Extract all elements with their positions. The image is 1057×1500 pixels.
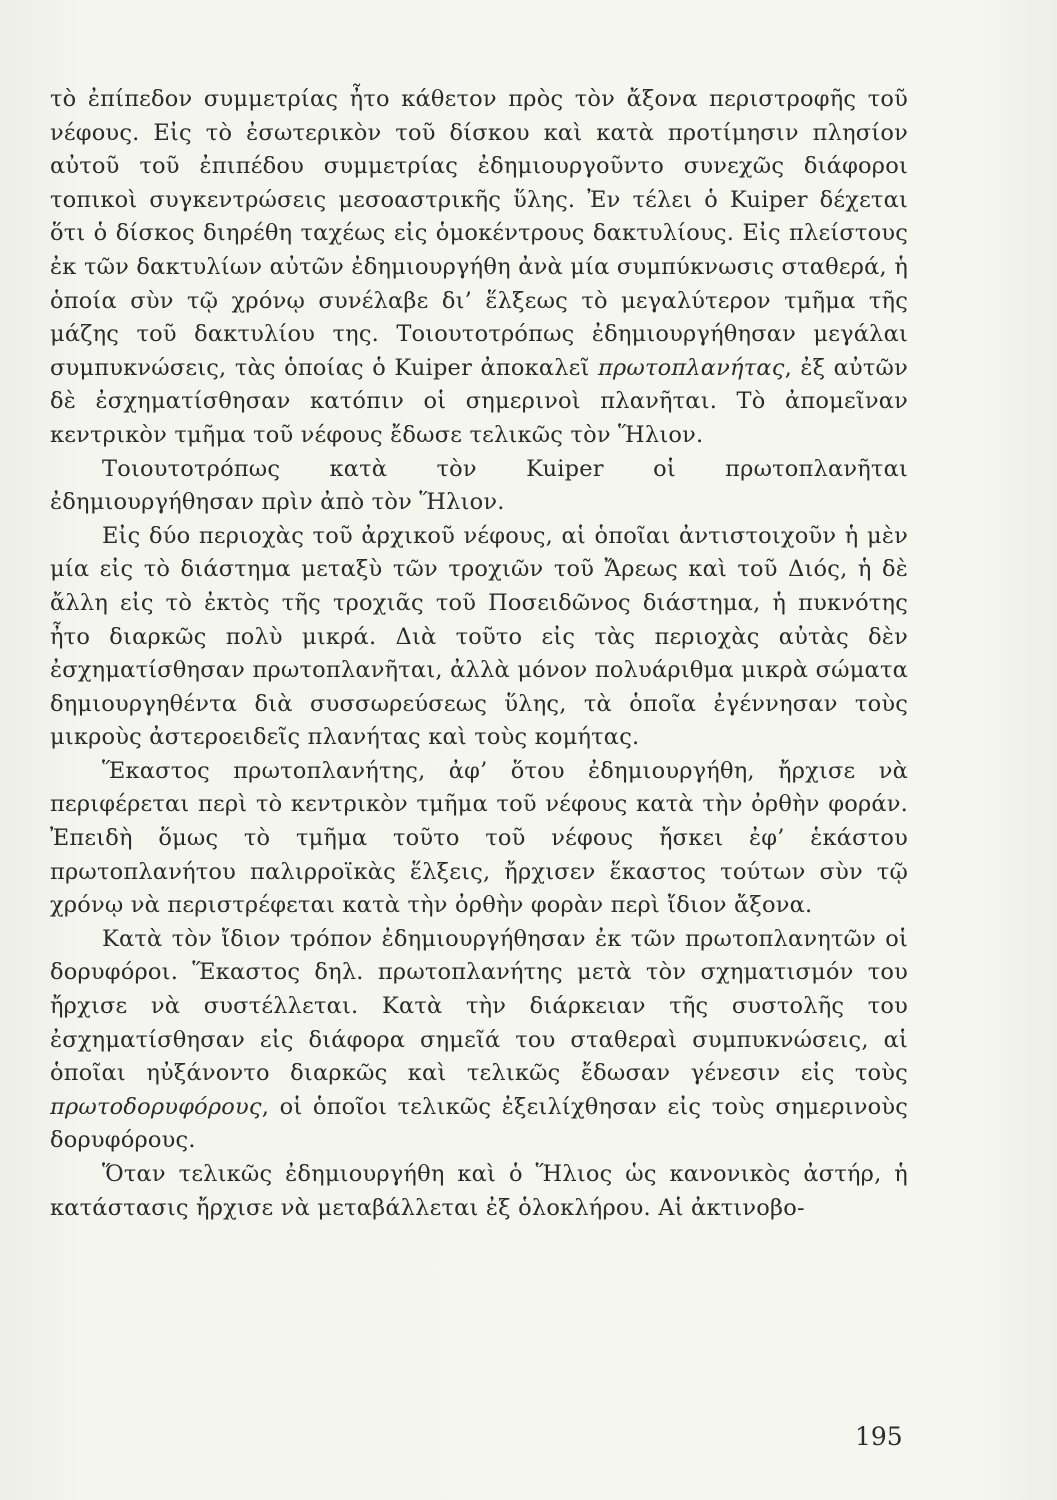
paragraph-text: Εἰς δύο περιοχὰς τοῦ ἀρχικοῦ νέφους, αἱ ὁποῖαι ἀντιστοιχοῦν ἡ μὲν μία εἰς τὸ διάστημα μεταξὺ τῶν τροχιῶν τοῦ Ἄρεως καὶ τοῦ Διός, ἡ δὲ ἄλλη εἰς τὸ ἐκτὸς τῆς τροχιᾶς τοῦ Ποσειδῶνος διάστημα, ἡ πυκνότης ἦτο διαρκῶς πολὺ μικρά. Διὰ τοῦτο εἰς τὰς περιοχὰς αὐτὰς δὲν ἐσχηματίσθησαν πρωτοπλανῆται, ἀλλὰ μόνον πολυάριθμα μικρὰ σώματα δημιουργηθέντα διὰ συσσωρεύσεως ὕλης, τὰ ὁποῖα ἐγέννησαν τοὺς μικροὺς ἀστεροειδεῖς πλανήτας καὶ τοὺς κομήτας.: [50, 522, 908, 751]
paragraph-text: , ἐξ αὐτῶν δὲ ἐσχηματίσθησαν κατόπιν οἱ σημερινοὶ πλανῆται. Τὸ ἀπομεῖναν κεντρικὸν τμῆμα τοῦ νέφους ἔδωσε τελικῶς τὸν Ἥλιον.: [50, 354, 908, 448]
paragraph: [50, 1158, 908, 1225]
paragraph-text: Τοιουτοτρόπως κατὰ τὸν Kuiper οἱ πρωτοπλανῆται ἐδημιουργήθησαν πρὶν ἀπὸ τὸν Ἥλιον.: [50, 455, 908, 516]
italic-term: πρωτοδορυφόρους: [50, 1093, 262, 1120]
paragraph: [50, 520, 908, 755]
paragraph: [50, 83, 908, 453]
page-number: 195: [855, 1422, 903, 1451]
paragraph-text: Κατὰ τὸν ἴδιον τρόπον ἐδημιουργήθησαν ἐκ τῶν πρωτοπλανητῶν οἱ δορυφόροι. Ἕκαστος δηλ. πρωτοπλανήτης μετὰ τὸν σχηματισμόν του ἤρχισε νὰ συστέλλεται. Κατὰ τὴν διάρκειαν τῆς συστολῆς του ἐσχηματίσθησαν εἰς διάφορα σημεῖά του σταθεραὶ συμπυκνώσεις, αἱ ὁποῖαι ηὐξάνοντο διαρκῶς καὶ τελικῶς ἔδωσαν γένεσιν εἰς τοὺς: [50, 925, 908, 1087]
paragraph: [50, 923, 908, 1158]
paragraph: [50, 453, 908, 520]
paragraph-text: τὸ ἐπίπεδον συμμετρίας ἦτο κάθετον πρὸς τὸν ἄξονα περιστροφῆς τοῦ νέφους. Εἰς τὸ ἐσωτερικὸν τοῦ δίσκου καὶ κατὰ προτίμησιν πλησίον αὐτοῦ τοῦ ἐπιπέδου συμμετρίας ἐδημιουργοῦντο συνεχῶς διάφοροι τοπικοὶ συγκεντρώσεις μεσοαστρικῆς ὕλης. Ἐν τέλει ὁ Kuiper δέχεται ὅτι ὁ δίσκος διηρέθη ταχέως εἰς ὁμοκέντρους δακτυλίους. Εἰς πλείστους ἐκ τῶν δακτυλίων αὐτῶν ἐδημιουργήθη ἀνὰ μία συμπύκνωσις σταθερά, ἡ ὁποία σὺν τῷ χρόνῳ συνέλαβε δι’ ἕλξεως τὸ μεγαλύτερον τμῆμα τῆς μάζης τοῦ δακτυλίου της. Τοιουτοτρόπως ἐδημιουργήθησαν μεγάλαι συμπυκνώσεις, τὰς ὁποίας ὁ Kuiper ἀποκαλεῖ: [50, 86, 908, 381]
paragraph-text: Ἕκαστος πρωτοπλανήτης, ἀφ’ ὅτου ἐδημιουργήθη, ἤρχισε νὰ περιφέρεται περὶ τὸ κεντρικὸν τμῆμα τοῦ νέφους κατὰ τὴν ὀρθὴν φοράν. Ἐπειδὴ ὅμως τὸ τμῆμα τοῦτο τοῦ νέφους ἤσκει ἐφ’ ἑκάστου πρωτοπλανήτου παλιρροϊκὰς ἕλξεις, ἤρχισεν ἕκαστος τούτων σὺν τῷ χρόνῳ νὰ περιστρέφεται κατὰ τὴν ὀρθὴν φορὰν περὶ ἴδιον ἄξονα.: [50, 757, 908, 919]
paragraph-text: , οἱ ὁποῖοι τελικῶς ἐξειλίχθησαν εἰς τοὺς σημερινοὺς δορυφόρους.: [50, 1093, 908, 1154]
paragraph: [50, 755, 908, 923]
paragraph-text: Ὅταν τελικῶς ἐδημιουργήθη καὶ ὁ Ἥλιος ὡς κανονικὸς ἀστήρ, ἡ κατάστασις ἤρχισε νὰ μεταβάλλεται ἐξ ὁλοκλήρου. Αἱ ἀκτινοβο-: [50, 1161, 908, 1221]
italic-term: πρωτοπλανήτας: [597, 354, 785, 381]
body-text: [50, 83, 908, 1225]
